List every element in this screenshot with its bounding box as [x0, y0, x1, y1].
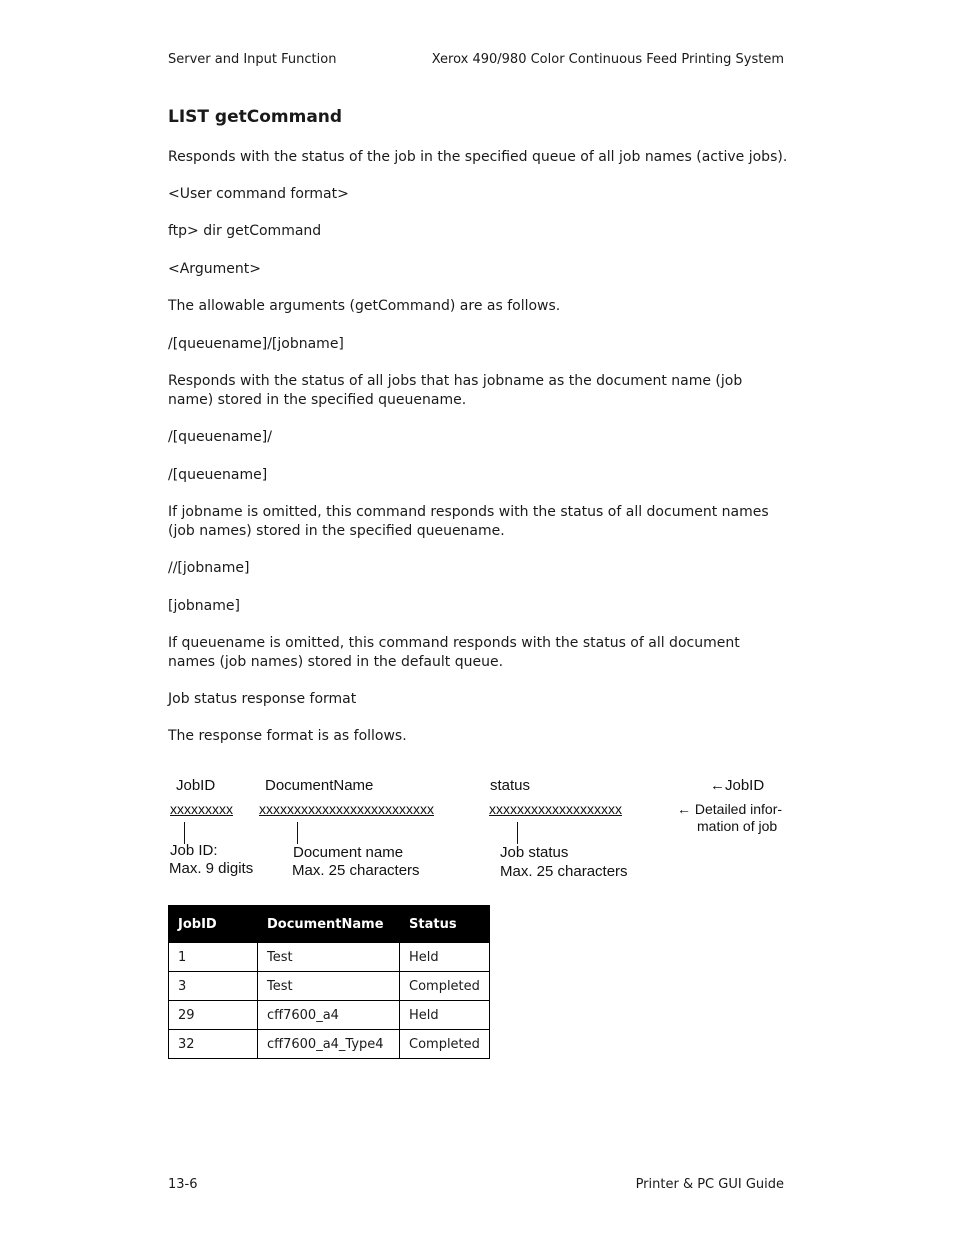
- header-left: Server and Input Function: [168, 52, 337, 67]
- paragraph-queuename-omitted: If queuename is omitted, this command responds with the status of all document names (job names) stored in the default queue.: [168, 635, 740, 670]
- footer-page-number: 13-6: [168, 1177, 198, 1192]
- paragraph-double-slash-jobname: //[jobname]: [168, 560, 250, 576]
- paragraph-response-format: The response format is as follows.: [168, 728, 407, 744]
- cell-documentname: cff7600_a4_Type4: [258, 1030, 400, 1059]
- paragraph-jobname: [jobname]: [168, 598, 240, 614]
- paragraph-user-command-format: <User command format>: [168, 186, 349, 202]
- table-header-row: [169, 906, 490, 943]
- cell-jobid: 29: [169, 1001, 258, 1030]
- figure-jobid-heading: JobID: [176, 777, 216, 794]
- paragraph-queuename: /[queuename]: [168, 467, 268, 483]
- table-row: [169, 1001, 490, 1030]
- table-row: [169, 972, 490, 1001]
- figure-jobid-desc1: Job ID:: [170, 842, 218, 859]
- figure-detail-note-line1: ← Detailed infor-: [677, 801, 783, 817]
- footer-guide-title: Printer & PC GUI Guide: [635, 1177, 784, 1192]
- cell-status: Held: [400, 943, 490, 972]
- header-right: Xerox 490/980 Color Continuous Feed Printing System: [431, 52, 784, 67]
- figure-jobid-desc2: Max. 9 digits: [169, 860, 254, 877]
- column-header-jobid: JobID: [169, 906, 258, 943]
- paragraph-argument: <Argument>: [168, 261, 261, 277]
- cell-jobid: 3: [169, 972, 258, 1001]
- figure-documentname-placeholder: xxxxxxxxxxxxxxxxxxxxxxxxx: [259, 801, 434, 817]
- column-header-documentname: DocumentName: [258, 906, 400, 943]
- figure-documentname-tick: [297, 822, 298, 844]
- paragraph-ftp-command: ftp> dir getCommand: [168, 223, 322, 239]
- figure-jobid-placeholder: xxxxxxxxx: [170, 801, 233, 817]
- cell-documentname: Test: [258, 943, 400, 972]
- paragraph-queuename-jobname-desc: Responds with the status of all jobs that has jobname as the document name (job name) stored in the specified queuename.: [168, 373, 743, 408]
- figure-status-tick: [517, 822, 518, 844]
- column-header-status: Status: [400, 906, 490, 943]
- cell-documentname: cff7600_a4: [258, 1001, 400, 1030]
- cell-status: Held: [400, 1001, 490, 1030]
- figure-status-heading: status: [490, 777, 531, 794]
- cell-status: Completed: [400, 972, 490, 1001]
- figure-detail-note-line2: mation of job: [697, 818, 778, 834]
- paragraph-intro: Responds with the status of the job in the specified queue of all job names (active jobs).: [168, 149, 788, 165]
- table-row: [169, 1030, 490, 1059]
- figure-trailing-jobid: ←JobID: [710, 777, 765, 794]
- paragraph-response-format-title: Job status response format: [168, 691, 357, 707]
- paragraph-jobname-omitted: If jobname is omitted, this command responds with the status of all document names (job names) stored in the specified queuename.: [168, 504, 769, 539]
- figure-jobid-tick: [184, 822, 185, 844]
- paragraph-queuename-slash: /[queuename]/: [168, 429, 272, 445]
- figure-status-placeholder: xxxxxxxxxxxxxxxxxxx: [489, 801, 622, 817]
- figure-status-desc2: Max. 25 characters: [500, 863, 628, 880]
- paragraph-queuename-jobname: /[queuename]/[jobname]: [168, 336, 344, 352]
- cell-status: Completed: [400, 1030, 490, 1059]
- paragraph-allowable-arguments: The allowable arguments (getCommand) are as follows.: [168, 298, 561, 314]
- figure-documentname-desc2: Max. 25 characters: [292, 862, 420, 879]
- table-row: [169, 943, 490, 972]
- cell-jobid: 1: [169, 943, 258, 972]
- cell-jobid: 32: [169, 1030, 258, 1059]
- figure-documentname-desc1: Document name: [293, 844, 404, 861]
- section-title: LIST getCommand: [168, 107, 343, 127]
- figure-status-desc1: Job status: [500, 844, 569, 861]
- cell-documentname: Test: [258, 972, 400, 1001]
- job-status-table: [168, 905, 490, 1059]
- figure-documentname-heading: DocumentName: [265, 777, 374, 794]
